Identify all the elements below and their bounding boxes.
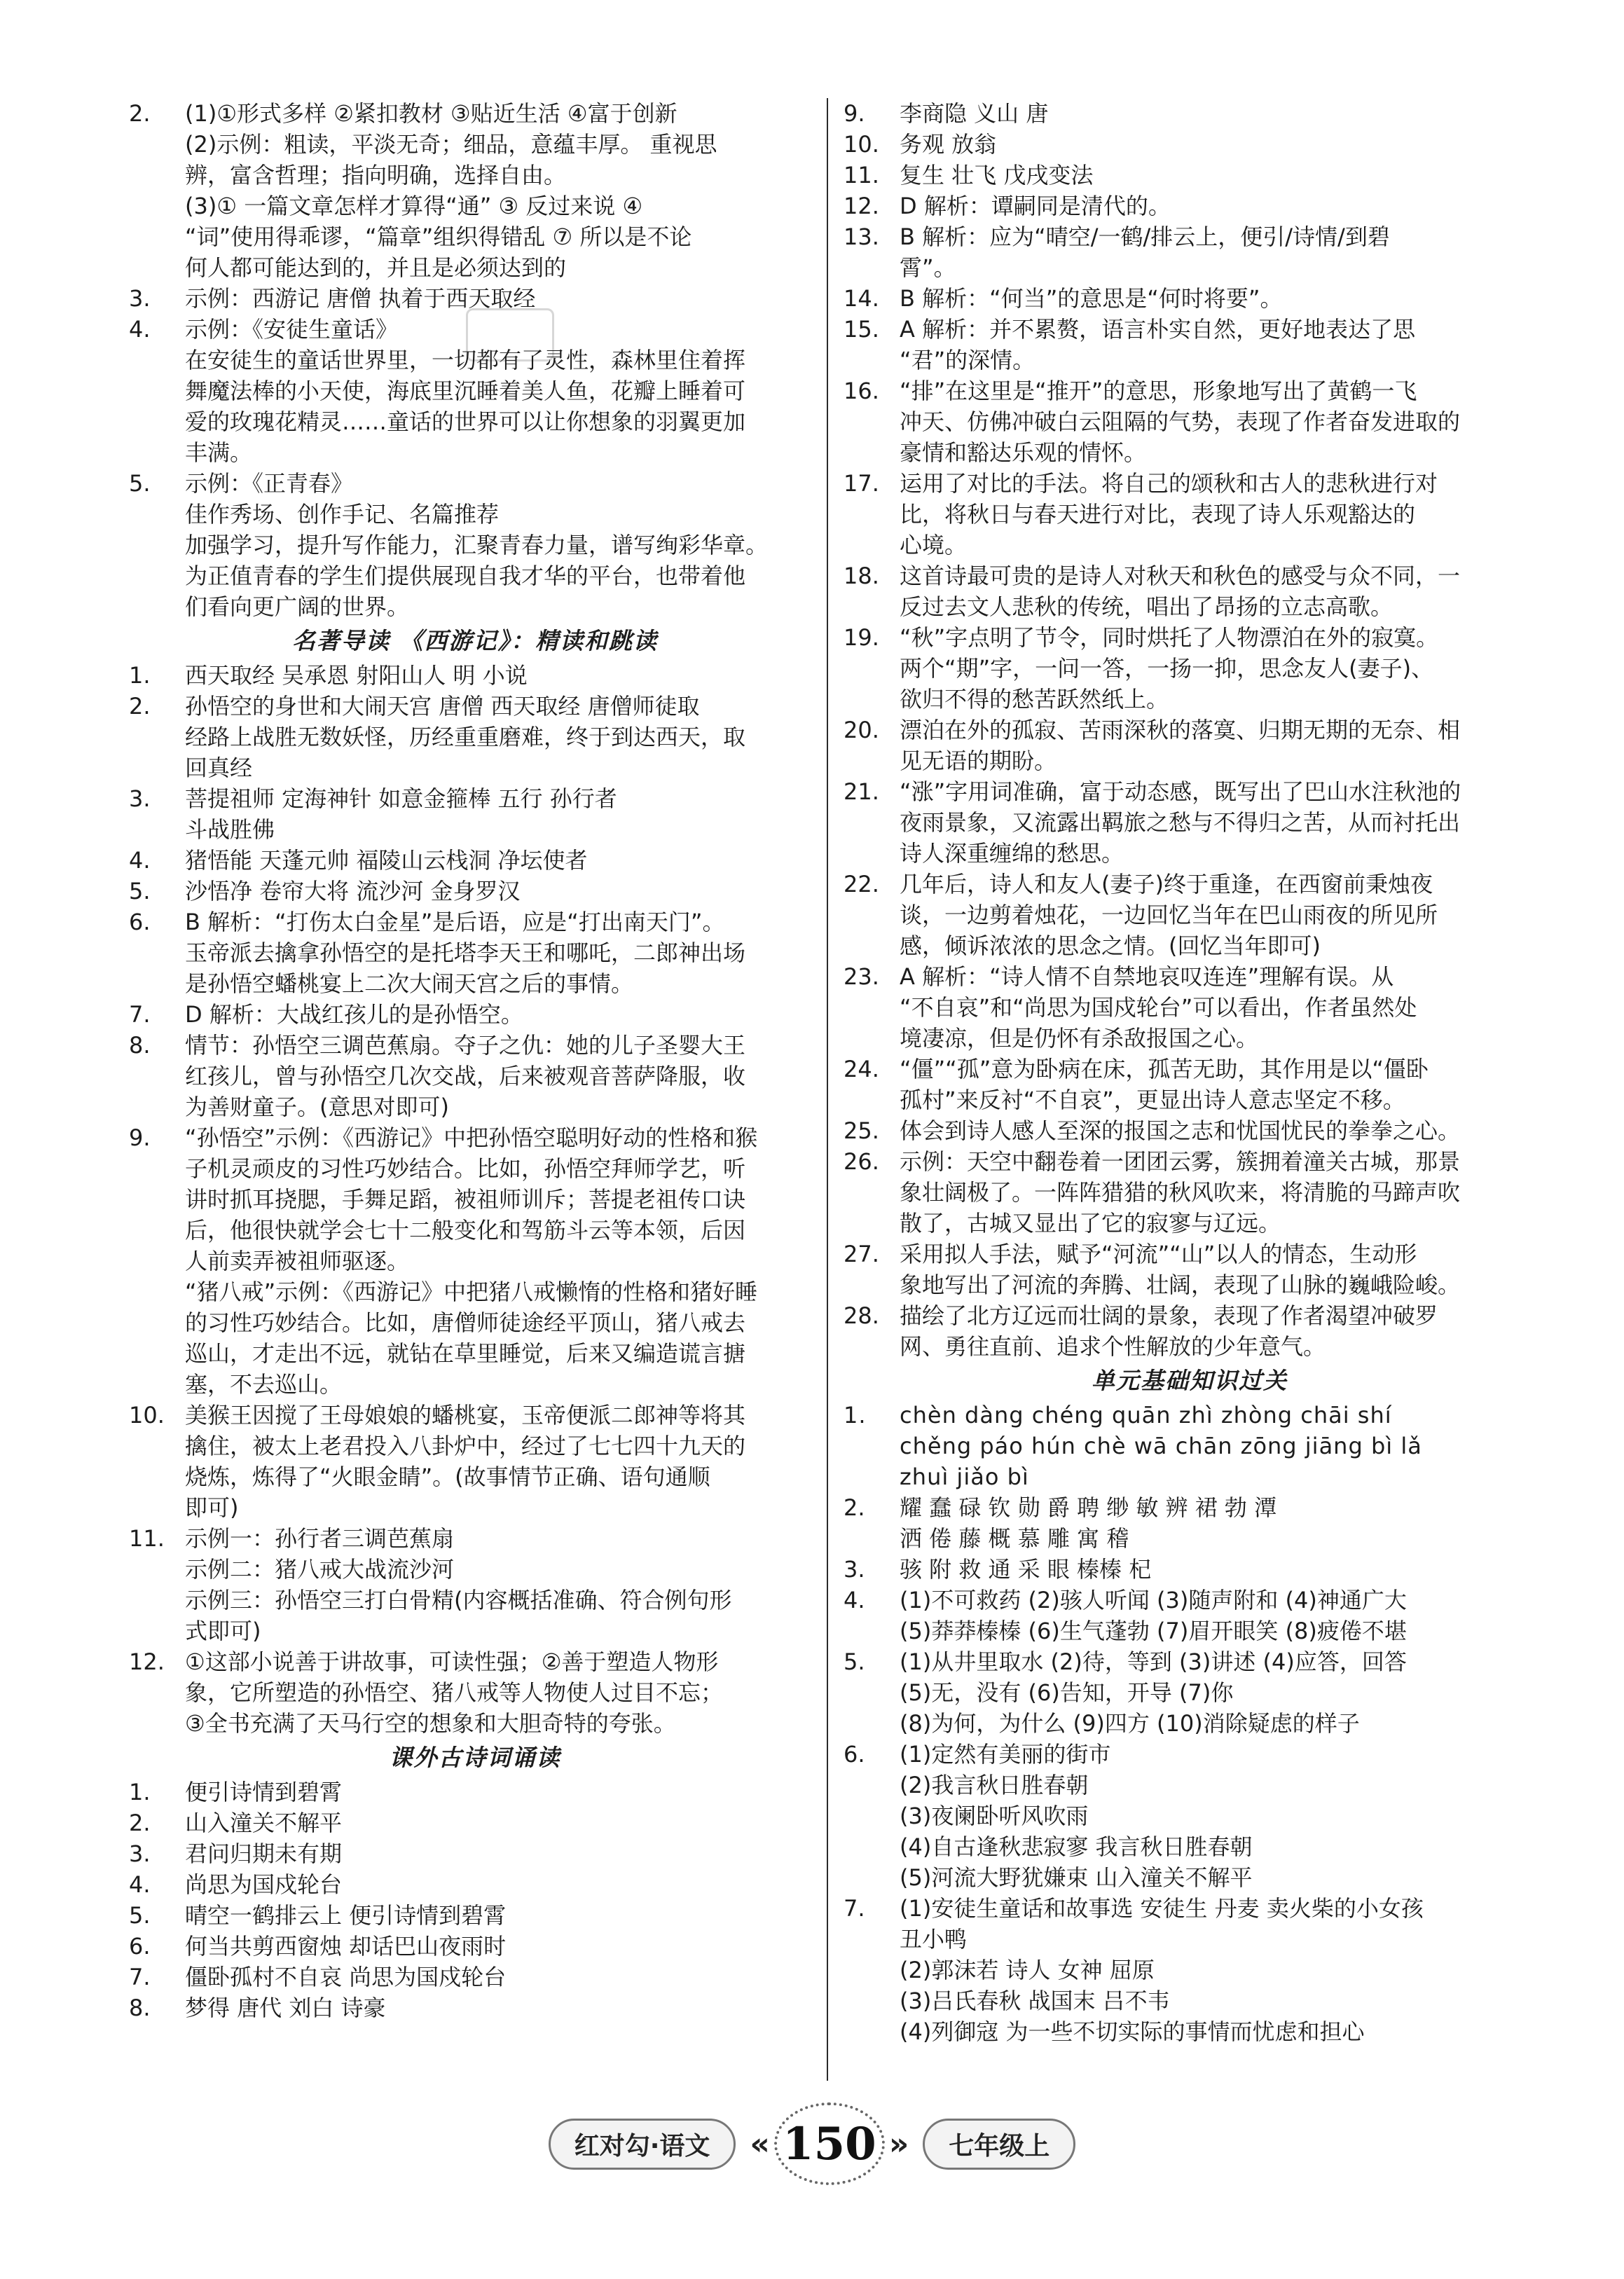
- text-line: 采用拟人手法，赋予“河流”“山”以人的情态，生动形: [900, 1241, 1417, 1267]
- section-heading-poetry: 课外古诗词诵读: [389, 1744, 561, 1771]
- text-line: 何人都可能达到的，并且是必须达到的: [185, 254, 567, 281]
- text-line: 回真经: [185, 755, 253, 781]
- text-line: “君”的深情。: [900, 347, 1035, 373]
- answer-item: [125, 283, 825, 314]
- item-text: [185, 660, 825, 691]
- text-line: 心境。: [900, 532, 968, 558]
- text-line: 人前卖弄被祖师驱逐。: [185, 1248, 410, 1274]
- text-line: 谈，一边剪着烛花，一边回忆当年在巴山雨夜的所见所: [900, 902, 1438, 928]
- text-line: (8)为何，为什么 (9)四方 (10)消除疑虑的样子: [900, 1710, 1360, 1737]
- item-text: [900, 560, 1540, 622]
- text-line: “不自哀”和“尚思为国戍轮台”可以看出，作者虽然处: [900, 994, 1417, 1021]
- item-number: 4.: [844, 1587, 865, 1613]
- item-number: 6.: [844, 1741, 865, 1768]
- item-number: 2.: [844, 1494, 865, 1521]
- text-line: 辨，富含哲理；指向明确，选择自由。: [185, 162, 567, 188]
- section-heading-unit-basics: 单元基础知识过关: [1092, 1367, 1288, 1394]
- item-text: [900, 1239, 1540, 1300]
- text-line: 豪情和豁达乐观的情怀。: [900, 439, 1147, 466]
- text-line: 红孩儿，曾与孙悟空几次交战，后来被观音菩萨降服，收: [185, 1063, 746, 1089]
- item-number: 8.: [129, 1032, 151, 1059]
- text-line: 示例：西游记 唐僧 执着于西天取经: [185, 285, 536, 312]
- item-number: 15.: [844, 316, 879, 343]
- text-line: 讲时抓耳挠腮，手舞足蹈，被祖师训斥；菩提老祖传口诀: [185, 1186, 746, 1213]
- text-line: 象壮阔极了。一阵阵猎猎的秋风吹来，将清脆的马蹄声吹: [900, 1179, 1461, 1206]
- item-number: 3.: [844, 1556, 865, 1583]
- answer-item: [839, 776, 1540, 869]
- text-line: 感，倾诉浓浓的思念之情。(回忆当年即可): [900, 932, 1321, 959]
- text-line: B 解析：“打伤太白金星”是后语，应是“打出南天门”。: [185, 909, 725, 935]
- answer-item: [839, 869, 1540, 961]
- page-number: 150: [774, 2102, 885, 2185]
- text-line: B 解析：“何当”的意思是“何时将要”。: [900, 285, 1283, 312]
- text-line: ①这部小说善于讲故事，可读性强；②善于塑造人物形: [185, 1648, 719, 1675]
- text-line: 这首诗最可贵的是诗人对秋天和秋色的感受与众不同，一: [900, 563, 1461, 589]
- text-line: D 解析：大战红孩儿的是孙悟空。: [185, 1001, 523, 1028]
- text-line: 晴空一鹤排云上 便引诗情到碧霄: [185, 1902, 507, 1929]
- text-line: 巡山，才走出不远，就钻在草里睡觉，后来又编造谎言搪: [185, 1340, 746, 1367]
- item-text: [900, 1646, 1540, 1739]
- text-line: 即可): [185, 1494, 239, 1521]
- answer-item: [839, 560, 1540, 622]
- item-number: 21.: [844, 778, 879, 805]
- grade-label: 七年级上: [923, 2119, 1075, 2170]
- text-line: 骇 附 救 通 采 眼 榛榛 杞: [900, 1556, 1152, 1583]
- column-divider: [827, 98, 828, 2081]
- item-text: [900, 1492, 1540, 1554]
- text-line: “僵”“孤”意为卧病在床，孤苦无助，其作用是以“僵卧: [900, 1056, 1429, 1082]
- text-line: D 解析：谭嗣同是清代的。: [900, 193, 1171, 219]
- item-text: [900, 468, 1540, 560]
- item-number: 9.: [844, 100, 865, 127]
- text-line: (4)列御寇 为一些不切实际的事情而忧虑和担心: [900, 2018, 1365, 2045]
- text-line: B 解析：应为“晴空/一鹤/排云上，便引/诗情/到碧: [900, 223, 1390, 250]
- text-line: 舞魔法棒的小天使，海底里沉睡着美人鱼，花瓣上睡着可: [185, 378, 746, 404]
- text-line: 孙悟空的身世和大闹天宫 唐僧 西天取经 唐僧师徒取: [185, 693, 700, 719]
- text-line: 霄”。: [900, 254, 956, 281]
- item-number: 8.: [129, 1995, 151, 2021]
- item-number: 4.: [129, 316, 151, 343]
- text-line: 示例：《安徒生童话》: [185, 316, 399, 343]
- item-text: [185, 1838, 825, 1869]
- text-line: “排”在这里是“推开”的意思，形象地写出了黄鹤一飞: [900, 378, 1417, 404]
- text-line: ③全书充满了天马行空的想象和大胆奇特的夸张。: [185, 1710, 676, 1737]
- text-line: 后，他很快就学会七十二般变化和驾筋斗云等本领，后因: [185, 1217, 746, 1244]
- answer-item: [125, 876, 825, 907]
- answer-item: [839, 129, 1540, 160]
- item-text: [185, 1646, 825, 1739]
- answer-item: [839, 376, 1540, 468]
- text-line: 务观 放翁: [900, 131, 997, 158]
- item-number: 1.: [129, 662, 151, 689]
- item-text: [900, 1893, 1540, 2047]
- text-line: (2)郭沫若 诗人 女神 屈原: [900, 1957, 1155, 1983]
- text-line: 两个“期”字，一问一答，一扬一抑，思念友人(妻子)、: [900, 655, 1434, 682]
- text-line: (1)定然有美丽的街市: [900, 1741, 1111, 1768]
- text-line: 尚思为国戍轮台: [185, 1871, 343, 1898]
- answer-item: [839, 191, 1540, 221]
- text-line: chěng páo hún chè wā chān zōng jiāng bì lǎ: [900, 1433, 1422, 1459]
- text-line: “涨”字用词准确，富于动态感，既写出了巴山水注秋池的: [900, 778, 1461, 805]
- text-line: 梦得 唐代 刘白 诗豪: [185, 1995, 386, 2021]
- text-line: 洒 倦 藤 概 慕 雕 寓 稽: [900, 1525, 1129, 1552]
- item-number: 12.: [844, 193, 879, 219]
- item-number: 11.: [844, 162, 879, 188]
- text-line: chèn dàng chéng quān zhì zhòng chāi shí: [900, 1402, 1392, 1428]
- text-line: 爱的玫瑰花精灵……童话的世界可以让你想象的羽翼更加: [185, 408, 746, 435]
- item-text: [900, 622, 1540, 715]
- text-line: 漂泊在外的孤寂、苦雨深秋的落寞、归期无期的无奈、相: [900, 717, 1461, 743]
- text-line: (4)自古逢秋悲寂寥 我言秋日胜春朝: [900, 1833, 1253, 1860]
- item-number: 24.: [844, 1056, 879, 1082]
- text-line: 斗战胜佛: [185, 816, 275, 843]
- text-line: 在安徒生的童话世界里，一切都有了灵性，森林里住着挥: [185, 347, 746, 373]
- text-line: 经路上战胜无数妖怪，历经重重磨难，终于到达西天，取: [185, 724, 746, 750]
- answer-item: [125, 1646, 825, 1739]
- item-number: 4.: [129, 847, 151, 874]
- item-text: [185, 1869, 825, 1900]
- text-line: 烧炼，炼得了“火眼金睛”。(故事情节正确、语句通顺: [185, 1464, 710, 1490]
- answer-item: [839, 468, 1540, 560]
- text-line: 西天取经 吴承恩 射阳山人 明 小说: [185, 662, 528, 689]
- item-number: 2.: [129, 1810, 151, 1836]
- text-line: (1)①形式多样 ②紧扣教材 ③贴近生活 ④富于创新: [185, 100, 677, 127]
- answer-item: [839, 622, 1540, 715]
- item-text: [900, 1585, 1540, 1646]
- answer-item: [839, 1239, 1540, 1300]
- item-text: [900, 314, 1540, 376]
- right-column: [839, 98, 1540, 2047]
- text-line: 散了，古城又显出了它的寂寥与辽远。: [900, 1210, 1281, 1237]
- item-number: 12.: [129, 1648, 165, 1675]
- item-number: 5.: [129, 470, 151, 497]
- item-text: [185, 1523, 825, 1646]
- item-number: 1.: [129, 1779, 151, 1805]
- left-chevron-icon: «: [750, 2126, 770, 2162]
- text-line: 便引诗情到碧霄: [185, 1779, 343, 1805]
- answer-item: [839, 1585, 1540, 1646]
- text-line: 网、勇往直前、追求个性解放的少年意气。: [900, 1333, 1326, 1360]
- text-line: (1)从井里取水 (2)待，等到 (3)讲述 (4)应答，回答: [900, 1648, 1407, 1675]
- item-text: [900, 715, 1540, 776]
- answer-item: [125, 1900, 825, 1931]
- item-text: [185, 876, 825, 907]
- item-text: [185, 283, 825, 314]
- text-line: 象地写出了河流的奔腾、壮阔，表现了山脉的巍峨险峻。: [900, 1272, 1461, 1298]
- answer-item: [839, 961, 1540, 1054]
- answer-item: [839, 160, 1540, 191]
- text-line: 何当共剪西窗烛 却话巴山夜雨时: [185, 1933, 507, 1960]
- item-text: [185, 314, 825, 468]
- text-line: 加强学习，提升写作能力，汇聚青春力量，谱写绚彩华章。: [185, 532, 769, 558]
- item-number: 11.: [129, 1525, 165, 1552]
- item-number: 17.: [844, 470, 879, 497]
- answer-item: [839, 98, 1540, 129]
- text-line: A 解析：“诗人情不自禁地哀叹连连”理解有误。从: [900, 963, 1394, 990]
- item-text: [900, 869, 1540, 961]
- item-number: 3.: [129, 285, 151, 312]
- item-number: 9.: [129, 1124, 151, 1151]
- text-line: (5)莽莽榛榛 (6)生气蓬勃 (7)眉开眼笑 (8)疲倦不堪: [900, 1618, 1407, 1644]
- text-line: (3)夜阑卧听风吹雨: [900, 1803, 1089, 1829]
- item-text: [185, 1400, 825, 1523]
- text-line: 示例：天空中翻卷着一团团云雾，簇拥着潼关古城，那景: [900, 1148, 1461, 1175]
- answer-item: [839, 283, 1540, 314]
- item-number: 4.: [129, 1871, 151, 1898]
- item-number: 6.: [129, 909, 151, 935]
- text-line: 李商隐 义山 唐: [900, 100, 1049, 127]
- item-text: [900, 776, 1540, 869]
- item-number: 3.: [129, 1840, 151, 1867]
- text-line: 擒住，被太上老君投入八卦炉中，经过了七七四十九天的: [185, 1433, 746, 1459]
- answer-item: [839, 314, 1540, 376]
- text-line: 体会到诗人感人至深的报国之志和忧国忧民的拳拳之心。: [900, 1117, 1461, 1144]
- item-number: 10.: [844, 131, 879, 158]
- item-number: 5.: [129, 878, 151, 904]
- item-text: [185, 845, 825, 876]
- answer-item: [839, 1054, 1540, 1115]
- item-text: [900, 221, 1540, 283]
- left-column: [125, 98, 825, 2023]
- item-text: [900, 961, 1540, 1054]
- item-number: 16.: [844, 378, 879, 404]
- item-text: [185, 1962, 825, 1992]
- text-line: “秋”字点明了节令，同时烘托了人物漂泊在外的寂寞。: [900, 624, 1439, 651]
- item-text: [185, 691, 825, 783]
- answer-item: [125, 1523, 825, 1646]
- item-text: [900, 1739, 1540, 1893]
- answer-item: [125, 1962, 825, 1992]
- text-line: (1)安徒生童话和故事选 安徒生 丹麦 卖火柴的小女孩: [900, 1895, 1424, 1922]
- answer-item: [125, 314, 825, 468]
- text-line: 们看向更广阔的世界。: [185, 593, 410, 620]
- answer-item: [125, 1931, 825, 1962]
- item-number: 22.: [844, 871, 879, 897]
- text-line: 示例一：孙行者三调芭蕉扇: [185, 1525, 455, 1552]
- text-line: 复生 壮飞 戊戌变法: [900, 162, 1094, 188]
- item-text: [185, 1808, 825, 1838]
- item-text: [185, 1900, 825, 1931]
- text-line: 诗人深重缠绵的愁思。: [900, 840, 1124, 867]
- text-line: 运用了对比的手法。将自己的颂秋和古人的悲秋进行对: [900, 470, 1438, 497]
- answer-item: [839, 1646, 1540, 1739]
- item-number: 10.: [129, 1402, 165, 1428]
- answer-item: [839, 1300, 1540, 1362]
- answer-item: [125, 1838, 825, 1869]
- item-number: 2.: [129, 693, 151, 719]
- text-line: (2)我言秋日胜春朝: [900, 1772, 1089, 1798]
- item-text: [185, 468, 825, 622]
- text-line: 为善财童子。(意思对即可): [185, 1094, 449, 1120]
- item-text: [900, 1115, 1540, 1146]
- text-line: 菩提祖师 定海神针 如意金箍棒 五行 孙行者: [185, 785, 617, 812]
- text-line: “孙悟空”示例：《西游记》中把孙悟空聪明好动的性格和猴: [185, 1124, 758, 1151]
- text-line: (5)无，没有 (6)告知，开导 (7)你: [900, 1679, 1234, 1706]
- item-text: [185, 1122, 825, 1400]
- text-line: “猪八戒”示例：《西游记》中把猪八戒懒惰的性格和猪好睡: [185, 1279, 758, 1305]
- text-line: 是孙悟空蟠桃宴上二次大闹天宫之后的事情。: [185, 970, 634, 997]
- text-line: 反过去文人悲秋的传统，唱出了昂扬的立志高歌。: [900, 593, 1394, 620]
- text-line: (3)吕氏春秋 战国末 吕不韦: [900, 1988, 1170, 2014]
- item-text: [185, 1777, 825, 1808]
- item-number: 3.: [129, 785, 151, 812]
- answer-item: [839, 1739, 1540, 1893]
- text-line: (5)河流大野犹嫌束 山入潼关不解平: [900, 1864, 1253, 1891]
- page-footer: [0, 2102, 1624, 2186]
- text-line: 境凄凉，但是仍怀有杀敌报国之心。: [900, 1025, 1259, 1052]
- text-line: 僵卧孤村不自哀 尚思为国戍轮台: [185, 1964, 507, 1990]
- item-number: 2.: [129, 100, 151, 127]
- answer-item: [125, 691, 825, 783]
- text-line: 孤村”来反衬“不自哀”，更显出诗人意志坚定不移。: [900, 1087, 1405, 1113]
- item-text: [900, 1054, 1540, 1115]
- text-line: (1)不可救药 (2)骇人听闻 (3)随声附和 (4)神通广大: [900, 1587, 1407, 1613]
- text-line: 示例：《正青春》: [185, 470, 354, 497]
- text-line: (2)示例：粗读，平淡无奇；细品，意蕴丰厚。 重视思: [185, 131, 717, 158]
- text-line: 欲归不得的愁苦跃然纸上。: [900, 686, 1169, 712]
- text-line: 见无语的期盼。: [900, 748, 1057, 774]
- right-chevron-icon: »: [888, 2126, 909, 2162]
- text-line: zhuì jiǎo bì: [900, 1464, 1029, 1490]
- answer-item: [839, 221, 1540, 283]
- text-line: 佳作秀场、创作手记、名篇推荐: [185, 501, 500, 528]
- item-text: [185, 783, 825, 845]
- answer-item: [125, 907, 825, 999]
- item-number: 28.: [844, 1302, 879, 1329]
- text-line: “词”使用得乖谬，“篇章”组织得错乱 ⑦ 所以是不论: [185, 223, 692, 250]
- text-line: 式即可): [185, 1618, 261, 1644]
- text-line: 夜雨景象，又流露出羁旅之愁与不得归之苦，从而衬托出: [900, 809, 1461, 836]
- item-number: 13.: [844, 223, 879, 250]
- answer-item: [839, 1554, 1540, 1585]
- text-line: (3)① 一篇文章怎样才算得“通” ③ 反过来说 ④: [185, 193, 643, 219]
- answer-item: [125, 1869, 825, 1900]
- answer-item: [839, 715, 1540, 776]
- answer-item: [125, 783, 825, 845]
- item-text: [185, 999, 825, 1030]
- item-text: [900, 129, 1540, 160]
- item-text: [900, 98, 1540, 129]
- item-number: 7.: [129, 1964, 151, 1990]
- text-line: 冲天、仿佛冲破白云阻隔的气势，表现了作者奋发进取的: [900, 408, 1461, 435]
- text-line: 玉帝派去擒拿孙悟空的是托塔李天王和哪吒，二郎神出场: [185, 939, 746, 966]
- answer-item: [839, 1115, 1540, 1146]
- text-line: 美猴王因搅了王母娘娘的蟠桃宴，玉帝便派二郎神等将其: [185, 1402, 746, 1428]
- item-text: [900, 1300, 1540, 1362]
- answer-item: [839, 1492, 1540, 1554]
- text-line: 猪悟能 天蓬元帅 福陵山云栈洞 净坛使者: [185, 847, 588, 874]
- answer-item: [125, 660, 825, 691]
- item-number: 7.: [844, 1895, 865, 1922]
- answer-item: [125, 468, 825, 622]
- item-text: [185, 907, 825, 999]
- answer-item: [125, 1992, 825, 2023]
- text-line: 几年后，诗人和友人(妻子)终于重逢，在西窗前秉烛夜: [900, 871, 1433, 897]
- text-line: 示例三：孙悟空三打白骨精(内容概括准确、符合例句形: [185, 1587, 732, 1613]
- text-line: 丑小鸭: [900, 1926, 968, 1953]
- item-text: [900, 1400, 1540, 1492]
- text-line: 比，将秋日与春天进行对比，表现了诗人乐观豁达的: [900, 501, 1416, 528]
- item-text: [185, 1931, 825, 1962]
- item-text: [185, 1030, 825, 1122]
- item-number: 5.: [129, 1902, 151, 1929]
- text-line: 情节：孙悟空三调芭蕉扇。夺子之仇：她的儿子圣婴大王: [185, 1032, 746, 1059]
- item-text: [900, 1146, 1540, 1239]
- section-heading-classics: 名著导读 《西游记》：精读和跳读: [292, 627, 658, 654]
- footer-bar: [549, 2102, 1076, 2185]
- text-line: 君问归期未有期: [185, 1840, 343, 1867]
- item-text: [900, 191, 1540, 221]
- text-line: 子机灵顽皮的习性巧妙结合。比如，孙悟空拜师学艺，听: [185, 1155, 746, 1182]
- item-number: 25.: [844, 1117, 879, 1144]
- answer-item: [839, 1146, 1540, 1239]
- text-line: 象，它所塑造的孙悟空、猪八戒等人物使人过目不忘；: [185, 1679, 724, 1706]
- item-number: 6.: [129, 1933, 151, 1960]
- text-line: 示例二：猪八戒大战流沙河: [185, 1556, 455, 1583]
- text-line: 描绘了北方辽远而壮阔的景象，表现了作者渴望冲破罗: [900, 1302, 1438, 1329]
- text-line: 耀 蠢 碌 钦 勋 爵 聘 缈 敏 辨 裙 勃 潭: [900, 1494, 1277, 1521]
- item-number: 5.: [844, 1648, 865, 1675]
- book-series-label: 红对勾·语文: [549, 2119, 736, 2170]
- item-number: 23.: [844, 963, 879, 990]
- text-line: 山入潼关不解平: [185, 1810, 343, 1836]
- text-line: 丰满。: [185, 439, 253, 466]
- item-number: 14.: [844, 285, 879, 312]
- answer-item: [125, 845, 825, 876]
- answer-item: [125, 98, 825, 283]
- answer-item: [839, 1893, 1540, 2047]
- answer-item: [125, 1400, 825, 1523]
- item-text: [900, 160, 1540, 191]
- text-line: 的习性巧妙结合。比如，唐僧师徒途经平顶山，猪八戒去: [185, 1309, 746, 1336]
- item-number: 7.: [129, 1001, 151, 1028]
- item-number: 19.: [844, 624, 879, 651]
- answer-item: [125, 999, 825, 1030]
- text-line: 沙悟净 卷帘大将 流沙河 金身罗汉: [185, 878, 521, 904]
- answer-item: [125, 1030, 825, 1122]
- item-number: 26.: [844, 1148, 879, 1175]
- text-line: 为正值青春的学生们提供展现自我才华的平台，也带着他: [185, 563, 746, 589]
- item-number: 18.: [844, 563, 879, 589]
- item-number: 1.: [844, 1402, 867, 1428]
- item-text: [185, 98, 825, 283]
- item-number: 27.: [844, 1241, 879, 1267]
- answer-item: [125, 1122, 825, 1400]
- text-line: 塞，不去巡山。: [185, 1371, 343, 1398]
- text-line: A 解析：并不累赘，语言朴实自然，更好地表达了思: [900, 316, 1416, 343]
- item-number: 20.: [844, 717, 879, 743]
- answer-item-pinyin: [839, 1400, 1540, 1492]
- answer-item: [125, 1777, 825, 1808]
- answer-item: [125, 1808, 825, 1838]
- item-text: [900, 283, 1540, 314]
- item-text: [900, 376, 1540, 468]
- item-text: [185, 1992, 825, 2023]
- item-text: [900, 1554, 1540, 1585]
